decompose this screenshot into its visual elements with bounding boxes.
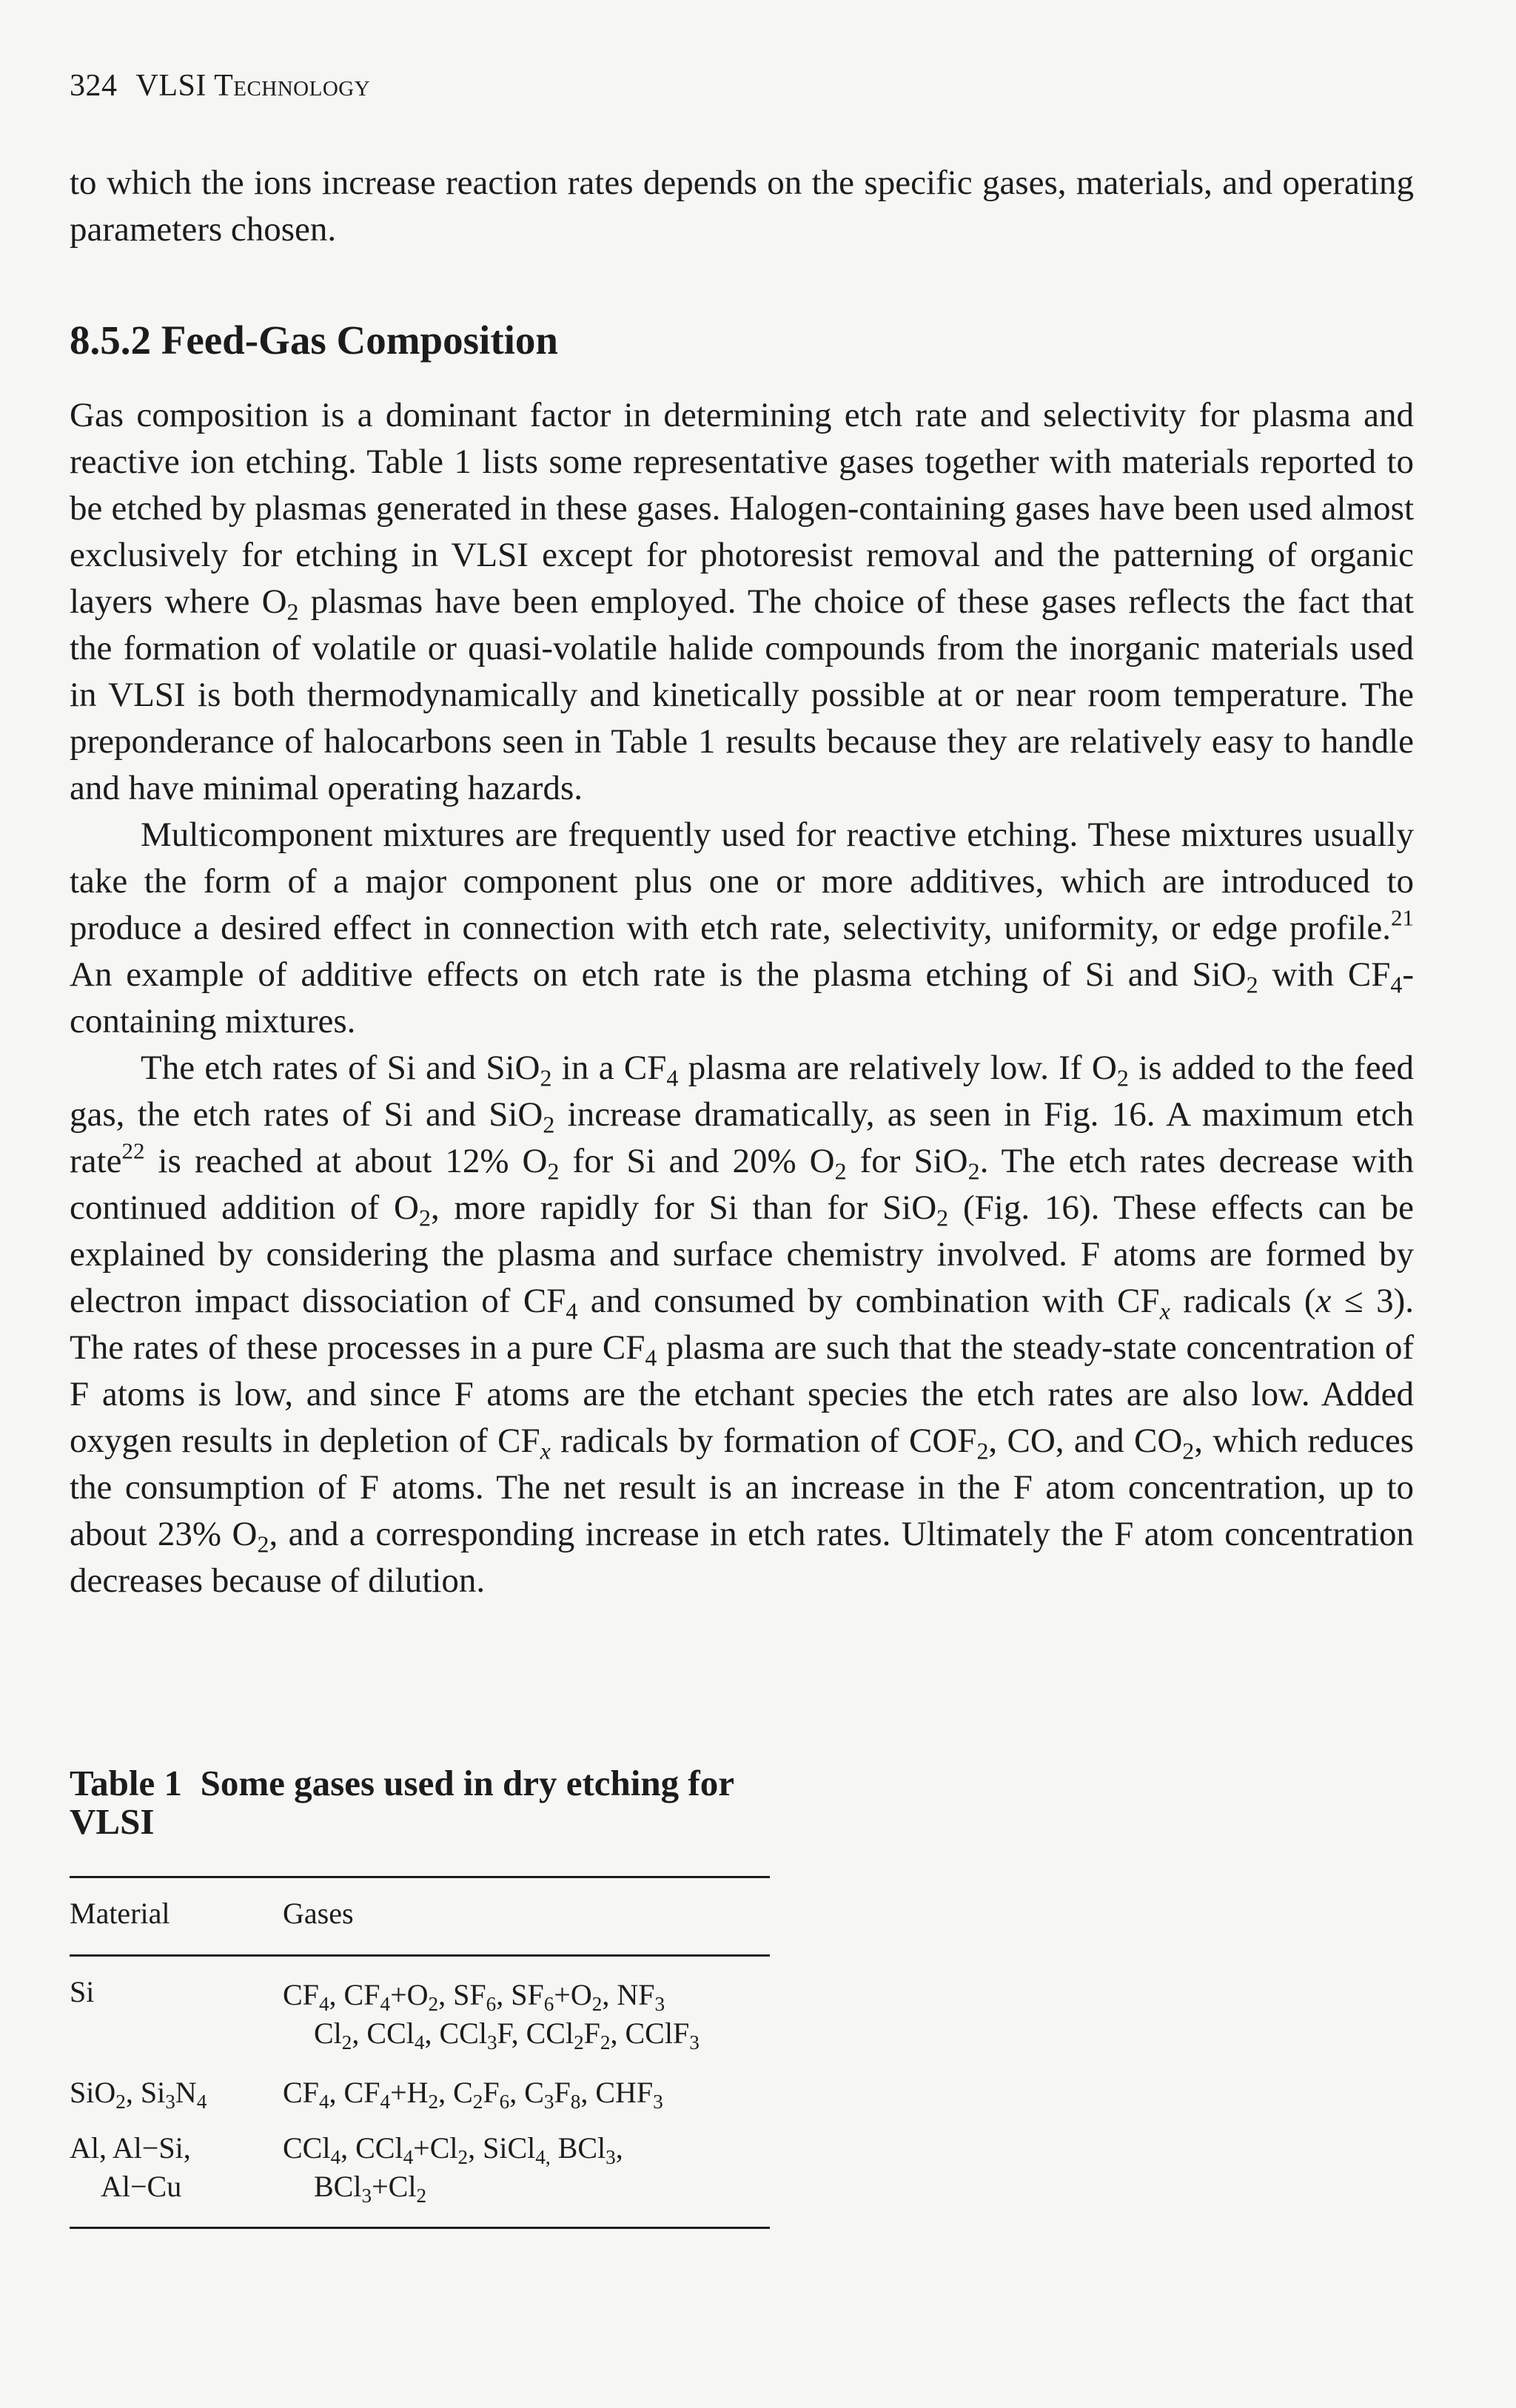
paragraph: to which the ions increase reaction rates depends on the specific gases, materials, and operating parameters chosen. xyxy=(70,164,1414,249)
table-cell-material: Al, Al−Si, Al−Cu xyxy=(70,2131,191,2203)
table-top-rule xyxy=(70,1876,770,1878)
table-bottom-rule xyxy=(70,2227,770,2229)
table-title: Some gases used in dry etching for VLSI xyxy=(70,1763,734,1842)
paragraph: Gas composition is a dominant factor in determining etch rate and selectivity for plasma and reactive ion etching. Table 1 lists some representative gases together with materials reported to be etched by plasmas generated in these gases. Halogen-containing gases have been used almost exclusively for etching in VLSI except for photoresist removal and the patterning of organic layers where $O_2$ plasmas have been employed. The choice of these gases reflects the fact that the formation of volatile or quasi-volatile halide compounds from the inorganic materials used in VLSI is both thermodynamically and kinetically possible at or near room temperature. The preponderance of halocarbons seen in Table 1 results because they are relatively easy to handle and have minimal operating hazards. xyxy=(70,396,1414,807)
table-cell-gases: CCl$_4$, $CCl_4+Cl_2$, SiCl$_{4,}$ BCl$_3$, $BCl_3+Cl_2$ xyxy=(283,2131,623,2207)
paragraph: Multicomponent mixtures are frequently used for reactive etching. These mixtures usually take the form of a major component plus one or more additives, which are introduced to produce a desired effect in connection with etch rate, selectivity, uniformity, or edge profile.$^{21}$ An example of additive effects on etch rate is the plasma etching of Si and SiO$_2$ with $CF_4$-containing mixtures. xyxy=(70,815,1414,1040)
table-header-rule xyxy=(70,1954,770,1957)
continuation-paragraph xyxy=(70,160,1414,253)
table-cell-gases: $CF_4$, $CF_4+O_2$, $SF_6$, $SF_6+O_2$, $NF_3$ $Cl_2$, CCl$_4$, CCl$_3$F, $CCl_2F_2$, CClF$_3$ xyxy=(283,1978,700,2054)
section-number: 8.5.2 xyxy=(70,317,151,363)
paragraph: The etch rates of Si and SiO$_2$ in a $CF_4$ plasma are relatively low. If $O_2$ is added to the feed gas, the etch rates of Si and SiO$_2$ increase dramatically, as seen in Fig. 16. A maximum etch rate$^{22}$ is reached at about 12% $O_2$ for Si and 20% $O_2$ for SiO$_2$. The etch rates decrease with continued addition of $O_2$, more rapidly for Si than for SiO$_2$ (Fig. 16). These effects can be explained by considering the plasma and surface chemistry involved. F atoms are formed by electron impact dissociation of $CF_4$ and consumed by combination with $CF_x$ radicals (x ≤ 3). The rates of these processes in a pure $CF_4$ plasma are such that the steady-state concentration of F atoms is low, and since F atoms are the etchant species the etch rates are also low. Added oxygen results in depletion of $CF_x$ radicals by formation of $COF_2$, CO, and $CO_2$, which reduces the consumption of F atoms. The net result is an increase in the F atom concentration, up to about 23% $O_2$, and a corresponding increase in etch rates. Ultimately the F atom concentration decreases because of dilution. xyxy=(70,1049,1415,1600)
table-number: Table 1 xyxy=(70,1763,183,1803)
table-cell-material: SiO$_2$, $Si_3N_4$ xyxy=(70,2076,207,2113)
page-number: 324 xyxy=(70,69,118,103)
running-title: VLSI Technology xyxy=(135,69,371,103)
section-title: Feed-Gas Composition xyxy=(161,317,558,363)
table-cell-gases: $CF_4$, $CF_4+H_2$, $C_2F_6$, $C_3F_8$, $CHF_3$ xyxy=(283,2076,663,2113)
running-head xyxy=(70,68,370,104)
section-heading xyxy=(70,317,558,363)
table-header-material: Material xyxy=(70,1897,170,1930)
table-cell-material: Si xyxy=(70,1975,95,2008)
table-caption xyxy=(70,1764,780,1841)
section-body xyxy=(70,392,1414,1604)
table-header-gases: Gases xyxy=(283,1897,354,1930)
